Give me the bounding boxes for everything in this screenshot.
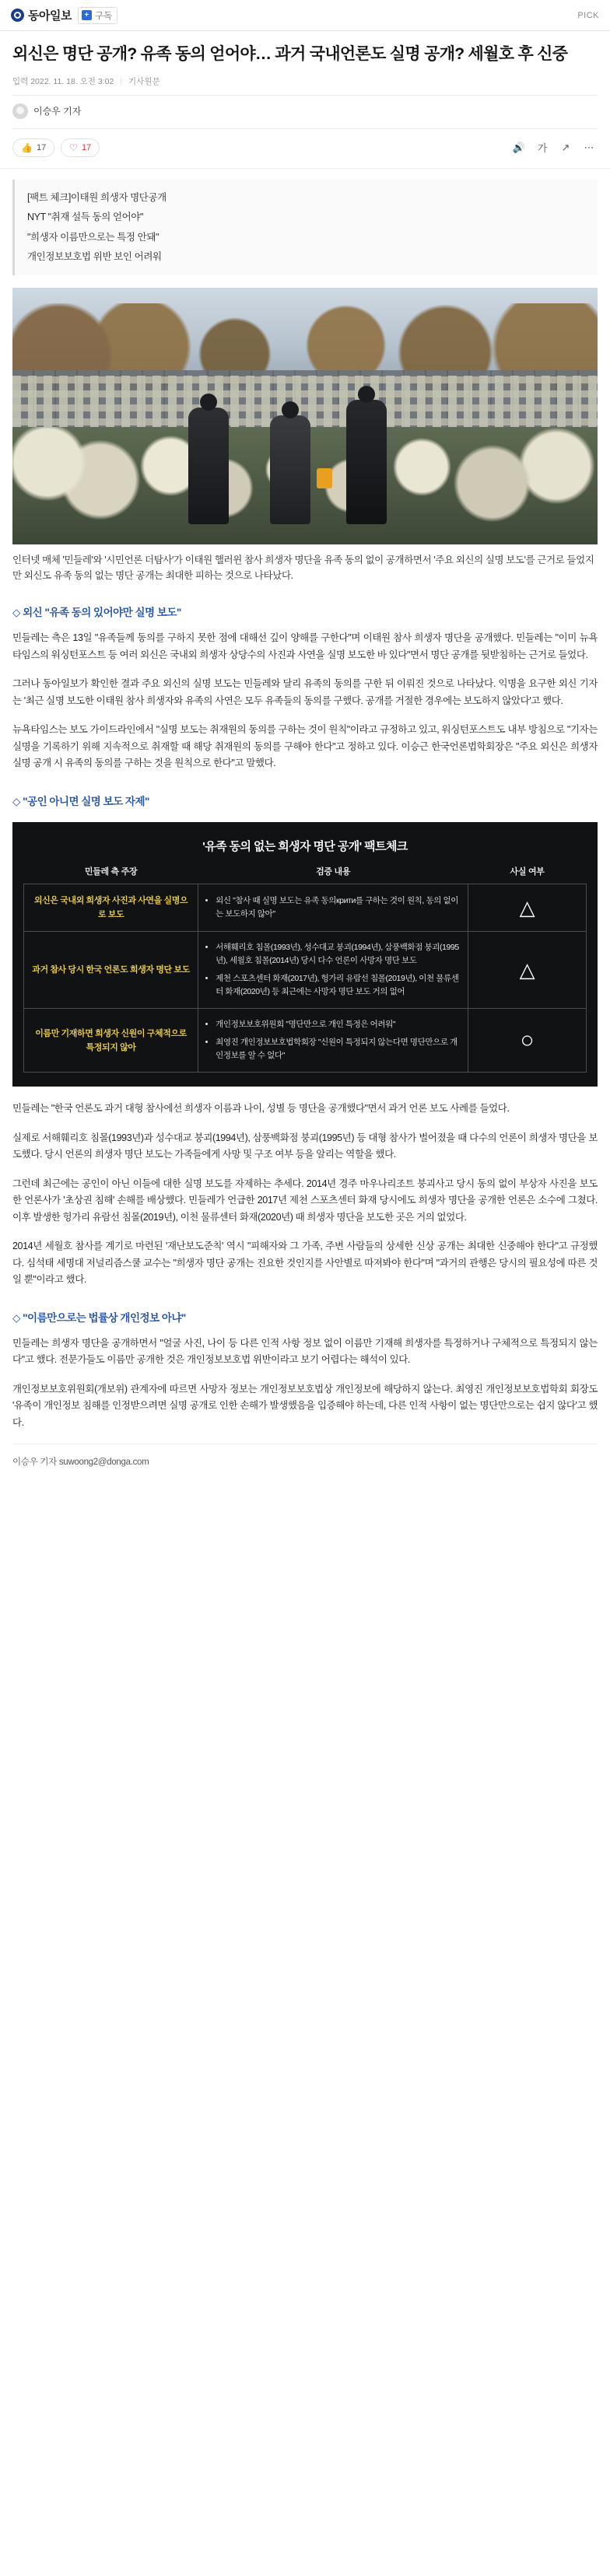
heart-icon: ♡ (69, 142, 78, 153)
factcheck-detail (198, 932, 468, 1009)
factcheck-header-row (24, 865, 587, 884)
factcheck-detail-item: • 개인정보보호위원회 "명단만으로 개인 특정은 어려워" (216, 1018, 461, 1031)
factcheck-col-verification: 검증 내용 (316, 866, 351, 877)
paragraph: 개인정보보호위원회(개보위) 관계자에 따르면 사망자 정보는 개인정보보호법상 개인정보에 해당하지 않는다. 최영진 개인정보보호법학회 회장도 '유족이 개인정보 침해를 인정받으려면 실명 공개로 인한 손해가 발생했음을 입증해야 하는데, 다른 인적 사항이 없는 명단만으로는 쉽지 않다'고 했다. (12, 1383, 598, 1428)
summary-line: "희생자 이름만으로는 특정 안돼" (27, 231, 160, 243)
pick-tag: PICK (577, 10, 599, 20)
photo-person (188, 408, 229, 524)
factcheck-title: '유족 동의 없는 희생자 명단 공개' 팩트체크 (202, 839, 408, 853)
factcheck-table (23, 865, 587, 1073)
factcheck-verdict (468, 932, 587, 1009)
comment-chip[interactable] (61, 138, 100, 157)
article-meta (12, 75, 598, 96)
table-row (24, 1009, 587, 1073)
table-row (24, 884, 587, 931)
verdict-symbol: ○ (520, 1027, 535, 1053)
like-count: 17 (36, 142, 47, 152)
article-body (0, 604, 610, 1431)
photo-person (270, 415, 310, 524)
brand-name: 동아일보 (28, 9, 72, 23)
page-title: 외신은 명단 공개? 유족 동의 얻어야… 과거 국내언론도 실명 공개? 세월호 후 신중 (12, 45, 568, 63)
paragraph: 그러나 동아일보가 확인한 결과 주요 외신의 실명 보도는 민들레와 달리 유족의 동의를 구한 뒤 이뤄진 것으로 나타났다. 익명을 요구한 외신 기자는 '최근 실명 보도한 이태원 참사 희생자와 유족의 사연은 모두 유족들의 동의를 구했다. 공개를 거절한 경우에는 보도하지 않았다'고 했다. (12, 678, 598, 706)
subscribe-label: 구독 (94, 11, 113, 21)
summary-line: NYT "취재 설득 동의 얻어야" (27, 212, 144, 223)
plus-icon: + (82, 10, 92, 20)
section-heading-3: ◇ "이름만으로는 법률상 개인정보 아냐" (12, 1311, 186, 1324)
photo-caption: 인터넷 매체 '민들레'와 '시민언론 더탐사'가 이태원 핼러윈 참사 희생자 명단을 유족 동의 없이 공개하면서 '주요 외신의 실명 보도'를 근거로 들었지만 외신도 유족 동의 없는 명단 공개는 최대한 피하는 것으로 나타났다. (12, 555, 594, 582)
table-row (24, 932, 587, 1009)
memorial-photo (12, 288, 598, 544)
factcheck-col-claim: 민들레 측 주장 (84, 866, 138, 877)
text-size-icon[interactable]: 가 (537, 142, 548, 155)
paragraph: 민들레는 "한국 언론도 과거 대형 참사에선 희생자 이름과 나이, 성별 등 명단을 공개했다"면서 과거 언론 보도 사례를 들었다. (12, 1103, 510, 1115)
paragraph: 민들레는 측은 13일 "유족들께 동의를 구하지 못한 점에 대해선 깊이 양해를 구한다"며 이태원 참사 희생자 명단을 공개했다. 민들레는 "이미 뉴욕타임스의 워싱턴포스트 등 여러 외신은 국내외 희생자 상당수의 사진과 사연을 실명 보도한 바 있다"면서 명단 공개를 뒷받침하는 근거로 들었다. (12, 632, 598, 660)
paragraph: 그런데 최근에는 공인이 아닌 이들에 대한 실명 보도를 자제하는 추세다. 2014년 경주 마우나리조트 붕괴사고 당시 동의 없이 부상자 사진을 보도한 언론사가 '초상권 침해' 손해를 배상했다. 민들레가 언급한 2017년 제천 스포츠센터 화재 당시에도 희생자 명단을 공개한 언론은 소수에 그쳤다. 이후 발생한 헝가리 유람선 침몰(2019년), 이천 물류센터 화재(2020년) 때 희생자 명단을 보도한 곳은 거의 없었다. (12, 1178, 598, 1223)
byline[interactable] (12, 96, 598, 129)
top-bar (0, 0, 610, 31)
subscribe-button[interactable] (78, 7, 117, 24)
summary-line: [팩트 체크]이태원 희생자 명단공개 (27, 191, 167, 203)
paragraph: 2014년 세월호 참사를 계기로 마련된 '재난보도준칙' 역시 "피해자와 그 가족, 주변 사람들의 상세한 신상 공개는 최대한 신중해야 한다"고 규정했다. 심석태 세명대 저널리즘스쿨 교수는 "희생자 명단 공개는 진요한 것인지를 사안별로 따져봐야 한다"며 "과거의 관행은 당시의 필요성에 따른 것일 뿐"이라고 했다. (12, 1241, 598, 1286)
factcheck-detail-item: • 제천 스포츠센터 화재(2017년), 헝가리 유람선 침몰(2019년), 이천 물류센터 화재(2020년) 등 최근에는 사망자 명단 보도 거의 없어 (216, 972, 461, 999)
more-icon[interactable]: ⋯ (584, 141, 594, 153)
article-footer: 이승우 기자 suwoong2@donga.com (12, 1444, 598, 1468)
verdict-symbol: △ (519, 896, 535, 920)
listen-icon[interactable]: 🔊 (512, 141, 526, 153)
factcheck-graphic (12, 822, 598, 1087)
factcheck-verdict (468, 884, 587, 931)
factcheck-detail (198, 884, 468, 931)
factcheck-claim: 외신은 국내외 희생자 사진과 사연을 실명으로 보도 (24, 884, 198, 931)
reporter-name: 이승우 기자 (33, 106, 82, 117)
reaction-bar (0, 129, 610, 169)
factcheck-col-verdict: 사실 여부 (510, 866, 545, 877)
photo-bag (317, 468, 332, 488)
input-date: 입력 2022. 11. 18. 오전 3:02 (12, 76, 114, 86)
share-icon[interactable]: ↗ (561, 141, 570, 153)
article-photo-wrap (12, 288, 598, 544)
thumbs-up-icon: 👍 (21, 142, 33, 153)
verdict-symbol: △ (519, 958, 535, 982)
photo-person (346, 400, 387, 524)
paragraph: 뉴욕타임스는 보도 가이드라인에서 "실명 보도는 취재원의 동의를 구하는 것이 원칙"이라고 규정하고 있고, 워싱턴포스트도 내부 방침으로 "기자는 실명을 기록하기 위해 지속적으로 취재할 때 해당 취재원의 동의를 구해야 한다"고 정하고 있다. 이승근 한국언론법학회장은 "주요 외신은 희생자 실명 공개 시 유족의 동의를 구하는 것을 원칙으로 한다"고 말했다. (12, 724, 598, 769)
factcheck-detail-item: • 최영진 개인정보보호법학회장 "신원이 특정되지 않는다면 명단만으로 개인정보를 알 수 없다" (216, 1036, 461, 1062)
factcheck-verdict (468, 1009, 587, 1073)
section-heading-2: ◇ "공인 아니면 실명 보도 자제" (12, 795, 149, 807)
paragraph: 민들레는 희생자 명단을 공개하면서 "얼굴 사진, 나이 등 다른 인적 사항 정보 없이 이름만 기재해 희생자를 특정하거나 구체적으로 특정되지 않는다"고 했다. 전문가들도 이름만 공개한 것은 개인정보보호법 위반이라고 보기 어렵다는 해석이 있다. (12, 1337, 598, 1366)
donga-logo-icon (11, 9, 24, 22)
original-article-link[interactable]: 기사원문 (128, 76, 160, 86)
factcheck-claim: 과거 참사 당시 한국 언론도 희생자 명단 보도 (24, 932, 198, 1009)
section-heading-1: ◇ 외신 "유족 동의 있어야만 실명 보도" (12, 607, 181, 619)
article-header (0, 31, 610, 129)
factcheck-detail (198, 1009, 468, 1073)
comment-count: 17 (81, 142, 92, 152)
summary-box (12, 180, 598, 276)
paragraph: 실제로 서해훼리호 침몰(1993년)과 성수대교 붕괴(1994년), 삼풍백화점 붕괴(1995년) 등 대형 참사가 벌어졌을 때 다수의 언론이 희생자 명단을 보도했다. 당시 언론의 희생자 명단 보도는 가족들에게 사망 및 구조 여부 등을 알리는 역할을 했다. (12, 1132, 598, 1160)
factcheck-detail-item: • 서해훼리호 침몰(1993년), 성수대교 붕괴(1994년), 삼풍백화점 붕괴(1995년), 세월호 침몰(2014년) 당시 다수 언론이 사망자 명단 보도 (216, 941, 461, 968)
factcheck-detail-item: • 외신 "참사 때 실명 보도는 유족 동의крити를 구하는 것이 원칙, 동의 없이는 보도하지 않아" (216, 894, 461, 921)
like-chip[interactable] (12, 138, 54, 157)
summary-line: 개인정보보호법 위반 보인 어려워 (27, 251, 162, 263)
brand-logo[interactable] (11, 7, 72, 23)
factcheck-claim: 이름만 기재하면 희생자 신원이 구체적으로 특정되지 않아 (24, 1009, 198, 1073)
meta-divider: | (120, 76, 123, 86)
avatar (12, 103, 28, 119)
